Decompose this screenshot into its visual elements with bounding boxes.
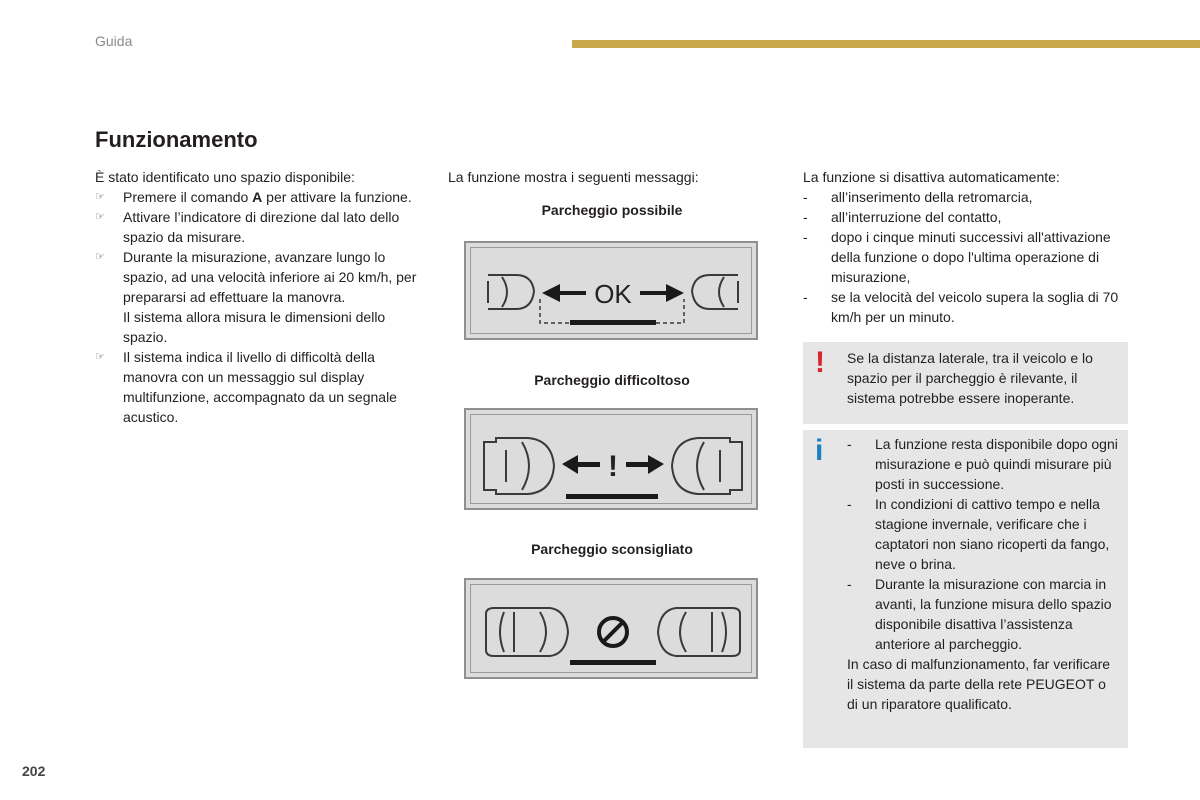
arrow-right-icon	[626, 462, 650, 467]
list-item	[803, 187, 1133, 207]
arrow-left-icon	[558, 291, 586, 295]
display-parking-not-recommended	[464, 578, 758, 679]
warning-text: Se la distanza laterale, tra il veicolo e lo spazio per il parcheggio è rilevante, il sistema potrebbe essere inoperante.	[847, 350, 1093, 406]
dash-marker: -	[847, 436, 852, 452]
column-deactivation	[803, 167, 1133, 327]
list-item-text: all’interruzione del contatto,	[831, 209, 1002, 225]
list-item	[95, 347, 430, 427]
display-parking-possible	[464, 241, 758, 340]
space-bar	[570, 660, 656, 665]
message-title-difficult: Parcheggio difficoltoso	[534, 372, 690, 388]
exclamation-label: !	[608, 450, 618, 483]
left-car-icon	[484, 438, 554, 494]
section-label: Guida	[95, 33, 133, 49]
pointing-hand-icon: ☞	[95, 191, 105, 203]
list-item-text: Attivare l’indicatore di direzione dal lato dello spazio da misurare.	[123, 209, 400, 245]
warning-box	[803, 342, 1128, 424]
right-car-icon	[692, 275, 738, 309]
page-title: Funzionamento	[95, 127, 258, 152]
list-item	[847, 434, 1120, 494]
pointing-hand-icon: ☞	[95, 211, 105, 223]
list-item	[847, 494, 1120, 574]
dash-marker: -	[847, 576, 852, 592]
list-item-text: se la velocità del veicolo supera la soglia di 70 km/h per un minuto.	[831, 289, 1119, 325]
info-box	[803, 430, 1128, 748]
right-car-icon	[672, 438, 742, 494]
parking-difficult-diagram	[466, 410, 760, 512]
header-accent-bar	[572, 40, 1200, 48]
list-item	[95, 207, 430, 247]
dash-marker: -	[803, 229, 808, 245]
parking-not-recommended-diagram	[466, 580, 760, 681]
instructions-intro: È stato identificato uno spazio disponibile:	[95, 169, 355, 185]
list-item	[95, 187, 430, 207]
column-instructions	[95, 167, 430, 427]
list-item-text: Durante la misurazione, avanzare lungo lo spazio, ad una velocità inferiore ai 20 km/h, per prepararsi ad effettuare la manovra.	[123, 249, 417, 305]
list-item-text: La funzione resta disponibile dopo ogni misurazione e può quindi misurare più posti in successione.	[875, 436, 1118, 492]
list-item-text: Il sistema allora misura le dimensioni dello spazio.	[123, 309, 386, 345]
pointing-hand-icon: ☞	[95, 351, 105, 363]
arrow-left-icon	[576, 462, 600, 467]
dash-marker: -	[803, 209, 808, 225]
instructions-list	[95, 187, 430, 427]
pointing-hand-icon: ☞	[95, 251, 105, 263]
arrow-right-icon	[640, 291, 668, 295]
info-list	[847, 434, 1120, 654]
message-title-possible: Parcheggio possibile	[541, 202, 683, 218]
space-bar	[566, 494, 658, 499]
right-car-icon	[658, 608, 740, 656]
ok-label: OK	[594, 279, 632, 309]
info-content	[847, 434, 1120, 714]
prohibited-icon	[599, 618, 627, 646]
list-item-text: Il sistema indica il livello di difficoltà della manovra con un messaggio sul display multifunzione, accompagnato da un segnale acustico.	[123, 349, 397, 425]
display-parking-difficult	[464, 408, 758, 510]
message-title-not-recommended: Parcheggio sconsigliato	[531, 541, 693, 557]
dash-marker: -	[803, 289, 808, 305]
column-messages	[448, 167, 768, 187]
deactivation-intro: La funzione si disattiva automaticamente:	[803, 169, 1060, 185]
list-item	[803, 207, 1133, 227]
left-car-icon	[486, 608, 568, 656]
messages-intro: La funzione mostra i seguenti messaggi:	[448, 169, 699, 185]
dash-marker: -	[803, 189, 808, 205]
list-item-text: Durante la misurazione con marcia in avanti, la funzione misura dello spazio disponibile disattiva l’assistenza anteriore al parcheggio.	[875, 576, 1112, 652]
list-item	[803, 227, 1133, 287]
list-item-text: Premere il comando	[123, 189, 253, 205]
deactivation-list	[803, 187, 1133, 327]
page-number: 202	[22, 763, 46, 779]
left-car-icon	[488, 275, 534, 309]
info-footer: In caso di malfunzionamento, far verificare il sistema da parte della rete PEUGEOT o di un riparatore qualificato.	[847, 656, 1111, 712]
dash-marker: -	[847, 496, 852, 512]
parking-possible-diagram	[466, 243, 760, 342]
list-item-text: In condizioni di cattivo tempo e nella stagione invernale, verificare che i captatori non siano ricoperti da fango, neve o brina.	[875, 496, 1110, 572]
list-item-text: per attivare la funzione.	[262, 189, 412, 205]
list-item	[847, 574, 1120, 654]
list-item	[95, 247, 430, 347]
info-icon: i	[815, 434, 824, 467]
command-label: A	[252, 189, 263, 205]
space-bar	[570, 320, 656, 325]
list-item-text: dopo i cinque minuti successivi all'attivazione della funzione o dopo l'ultima operazione di misurazione,	[831, 229, 1111, 285]
warning-exclamation-icon: !	[815, 346, 825, 379]
list-item-text: all’inserimento della retromarcia,	[831, 189, 1033, 205]
list-item	[803, 287, 1133, 327]
